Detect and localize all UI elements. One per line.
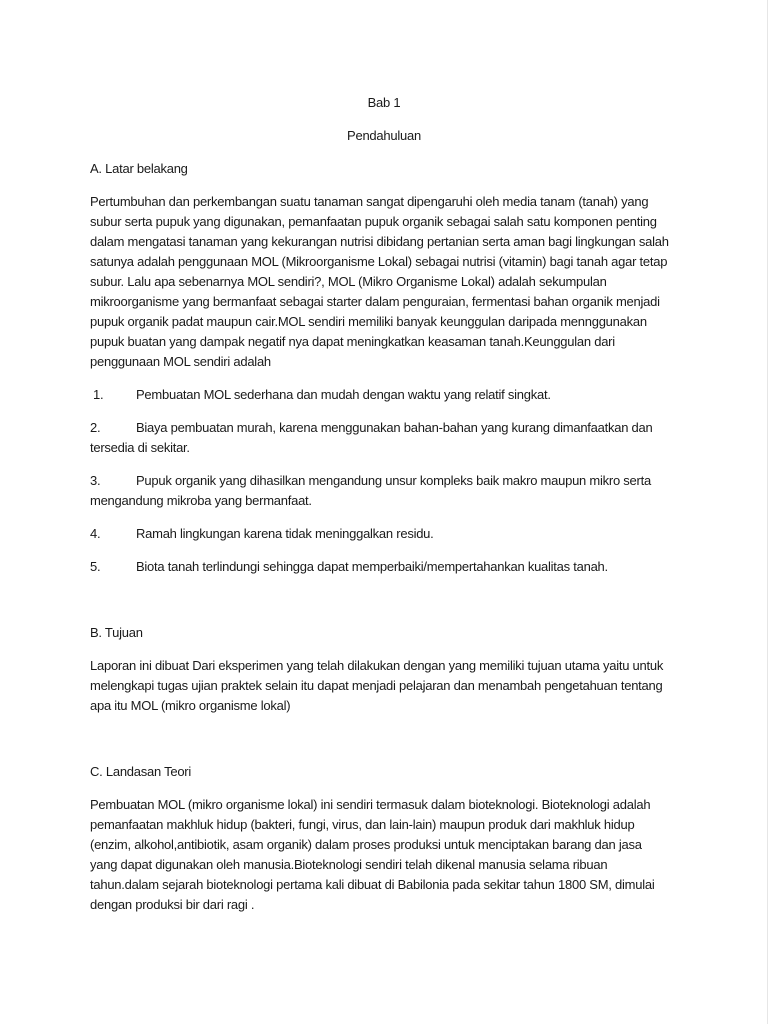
- paragraph-line: subur serta pupuk yang digunakan, pemanfaatan pupuk organik sebagai salah satu komponen penting: [90, 214, 657, 229]
- paragraph-line: tahun.dalam sejarah bioteknologi pertama kali dibuat di Babilonia pada sekitar tahun 1800 SM, dimulai: [90, 877, 655, 892]
- section-a-heading: A. Latar belakang: [90, 161, 188, 176]
- list-item-number: 5.: [90, 559, 101, 574]
- paragraph-line: pupuk buatan yang dampak negatif nya dapat meningkatkan keasaman tanah.Keunggulan dari: [90, 334, 615, 349]
- paragraph-line: satunya adalah penggunaan MOL (Mikroorganisme Lokal) sebagai nutrisi (vitamin) bagi tanah agar tetap: [90, 254, 668, 269]
- list-item-number: 4.: [90, 526, 101, 541]
- list-item-number: 3.: [90, 473, 101, 488]
- list-item-number: 1.: [93, 387, 104, 402]
- paragraph-line: pemanfaatan makhluk hidup (bakteri, fungi, virus, dan lain-lain) maupun produk dari makhluk hidup: [90, 817, 635, 832]
- list-item-text: Biaya pembuatan murah, karena menggunakan bahan-bahan yang kurang dimanfaatkan dan: [136, 420, 653, 435]
- paragraph-line: dalam mengatasi tanaman yang kekurangan nutrisi dibidang pertanian serta aman bagi lingkungan salah: [90, 234, 669, 249]
- chapter-title: Pendahuluan: [347, 128, 421, 143]
- paragraph-line: dengan produksi bir dari ragi .: [90, 897, 255, 912]
- paragraph-line: melengkapi tugas ujian praktek selain itu dapat menjadi pelajaran dan menambah pengetahuan tentang: [90, 678, 663, 693]
- paragraph-line: penggunaan MOL sendiri adalah: [90, 354, 271, 369]
- paragraph-line: subur. Lalu apa sebenarnya MOL sendiri?, MOL (Mikro Organisme Lokal) adalah sekumpulan: [90, 274, 607, 289]
- paragraph-line: Laporan ini dibuat Dari eksperimen yang telah dilakukan dengan yang memiliki tujuan utama yaitu untuk: [90, 658, 664, 673]
- list-item-text: Biota tanah terlindungi sehingga dapat memperbaiki/mempertahankan kualitas tanah.: [136, 559, 608, 574]
- list-item-text-continuation: mengandung mikroba yang bermanfaat.: [90, 493, 312, 508]
- section-c-heading: C. Landasan Teori: [90, 764, 192, 779]
- paragraph-line: Pertumbuhan dan perkembangan suatu tanaman sangat dipengaruhi oleh media tanam (tanah) yang: [90, 194, 649, 209]
- paragraph-line: (enzim, alkohol,antibiotik, asam organik) dalam proses produksi untuk menciptakan barang dan jasa: [90, 837, 642, 852]
- paragraph-line: pupuk organik padat maupun cair.MOL sendiri memiliki banyak keunggulan daripada mennggunakan: [90, 314, 647, 329]
- section-b-heading: B. Tujuan: [90, 625, 143, 640]
- list-item-number: 2.: [90, 420, 101, 435]
- chapter-number: Bab 1: [367, 95, 401, 110]
- paragraph-line: apa itu MOL (mikro organisme lokal): [90, 698, 291, 713]
- paragraph-line: mikroorganisme yang bermanfaat sebagai starter dalam penguraian, fermentasi bahan organik menjadi: [90, 294, 660, 309]
- list-item-text: Pupuk organik yang dihasilkan mengandung unsur kompleks baik makro maupun mikro serta: [136, 473, 651, 488]
- list-item-text: Pembuatan MOL sederhana dan mudah dengan waktu yang relatif singkat.: [136, 387, 551, 402]
- list-item-text: Ramah lingkungan karena tidak meninggalkan residu.: [136, 526, 434, 541]
- list-item-text-continuation: tersedia di sekitar.: [90, 440, 190, 455]
- paragraph-line: Pembuatan MOL (mikro organisme lokal) ini sendiri termasuk dalam bioteknologi. Bioteknologi adalah: [90, 797, 651, 812]
- paragraph-line: yang dapat digunakan oleh manusia.Bioteknologi sendiri telah dikenal manusia selama ribuan: [90, 857, 608, 872]
